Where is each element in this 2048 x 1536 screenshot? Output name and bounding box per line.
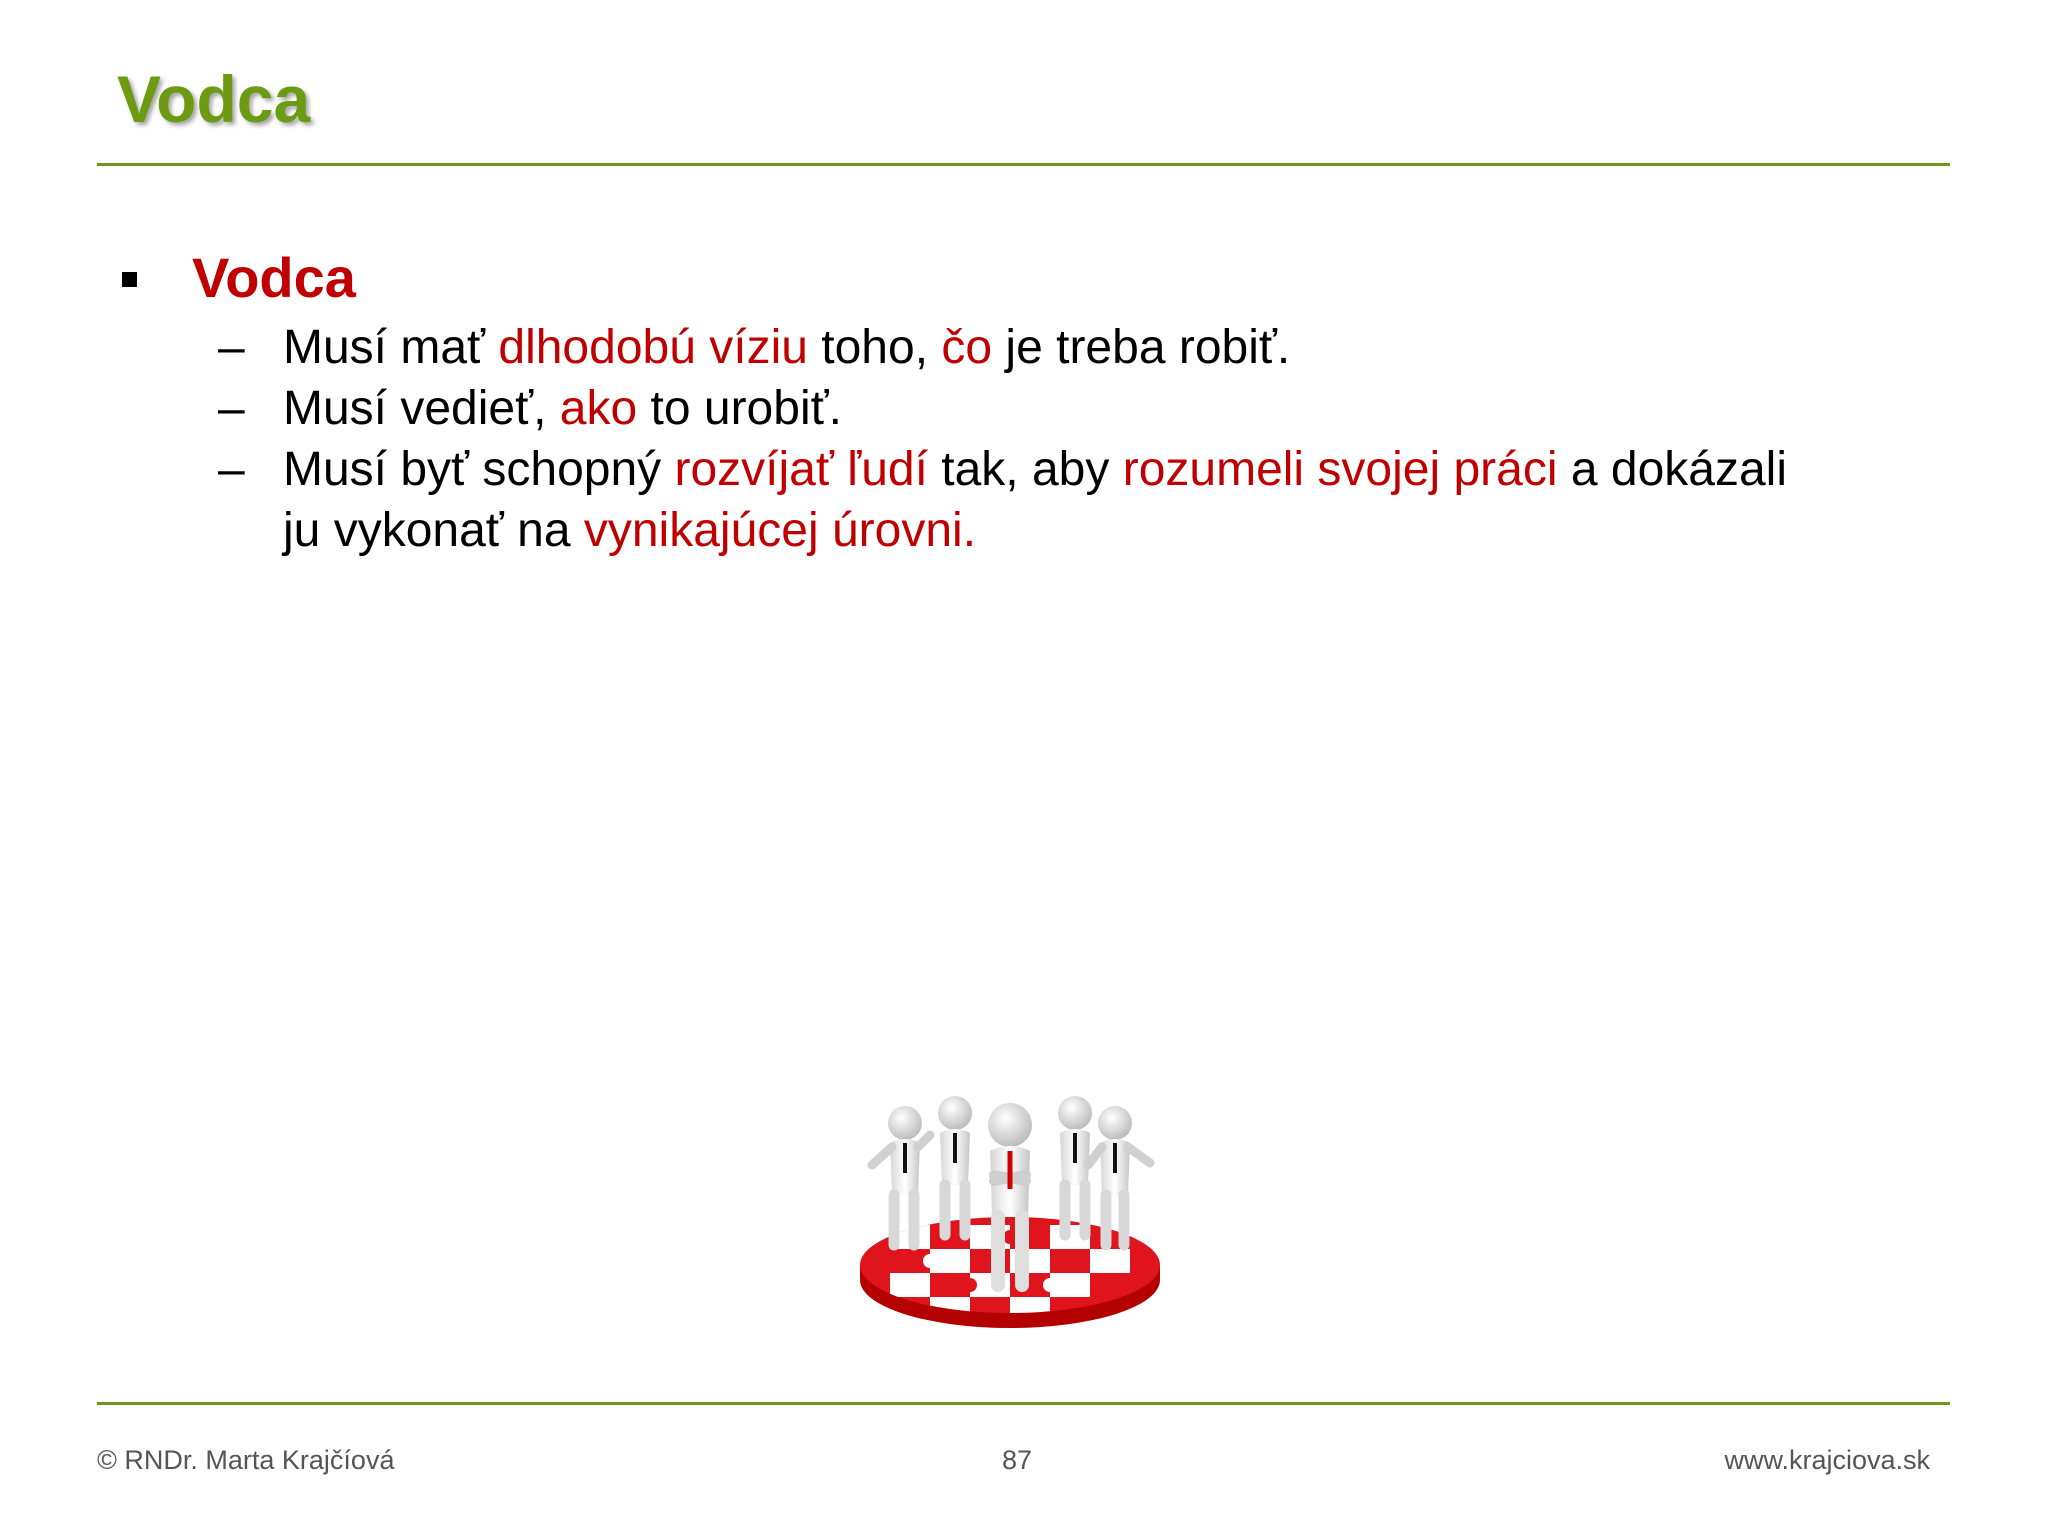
dash-marker: – (218, 321, 245, 374)
text-segment: je treba robiť. (992, 321, 1291, 374)
bullet-square-icon (122, 272, 137, 287)
sub-bullet-text (283, 378, 1983, 439)
text-segment: tak, aby (927, 443, 1123, 496)
text-segment: Musí byť schopný (283, 443, 675, 496)
page-number: 87 (1001, 1445, 1033, 1475)
team-figure (872, 1106, 930, 1245)
text-segment: Musí mať (283, 321, 499, 374)
text-segment: Musí vedieť, (283, 382, 560, 435)
footer-divider (97, 1402, 1950, 1405)
footer-website: www.krajciova.sk (1724, 1445, 1930, 1475)
team-figure (1088, 1106, 1150, 1245)
text-segment: to urobiť. (637, 382, 842, 435)
leader-team-puzzle-illustration (830, 1085, 1190, 1335)
text-segment: toho, (807, 321, 942, 374)
sub-bullet-text (283, 317, 1983, 378)
dash-marker: – (218, 443, 245, 496)
slide-title: Vodca (117, 62, 311, 136)
highlight-segment: čo (941, 321, 993, 374)
sub-bullet-text (283, 439, 1983, 561)
bullet-heading: Vodca (192, 246, 356, 309)
text-segment: ju vykonať na (283, 504, 584, 557)
highlight-segment: ako (559, 382, 638, 435)
highlight-segment: dlhodobú víziu (498, 321, 808, 374)
highlight-segment: rozumeli svojej práci (1122, 443, 1558, 496)
title-divider (97, 163, 1950, 166)
dash-marker: – (218, 382, 245, 435)
highlight-segment: rozvíjať ľudí (674, 443, 928, 496)
text-segment: a dokázali (1557, 443, 1787, 496)
footer-author: © RNDr. Marta Krajčíová (97, 1445, 395, 1475)
team-figure (938, 1096, 972, 1235)
highlight-segment: vynikajúcej úrovni. (583, 504, 977, 557)
